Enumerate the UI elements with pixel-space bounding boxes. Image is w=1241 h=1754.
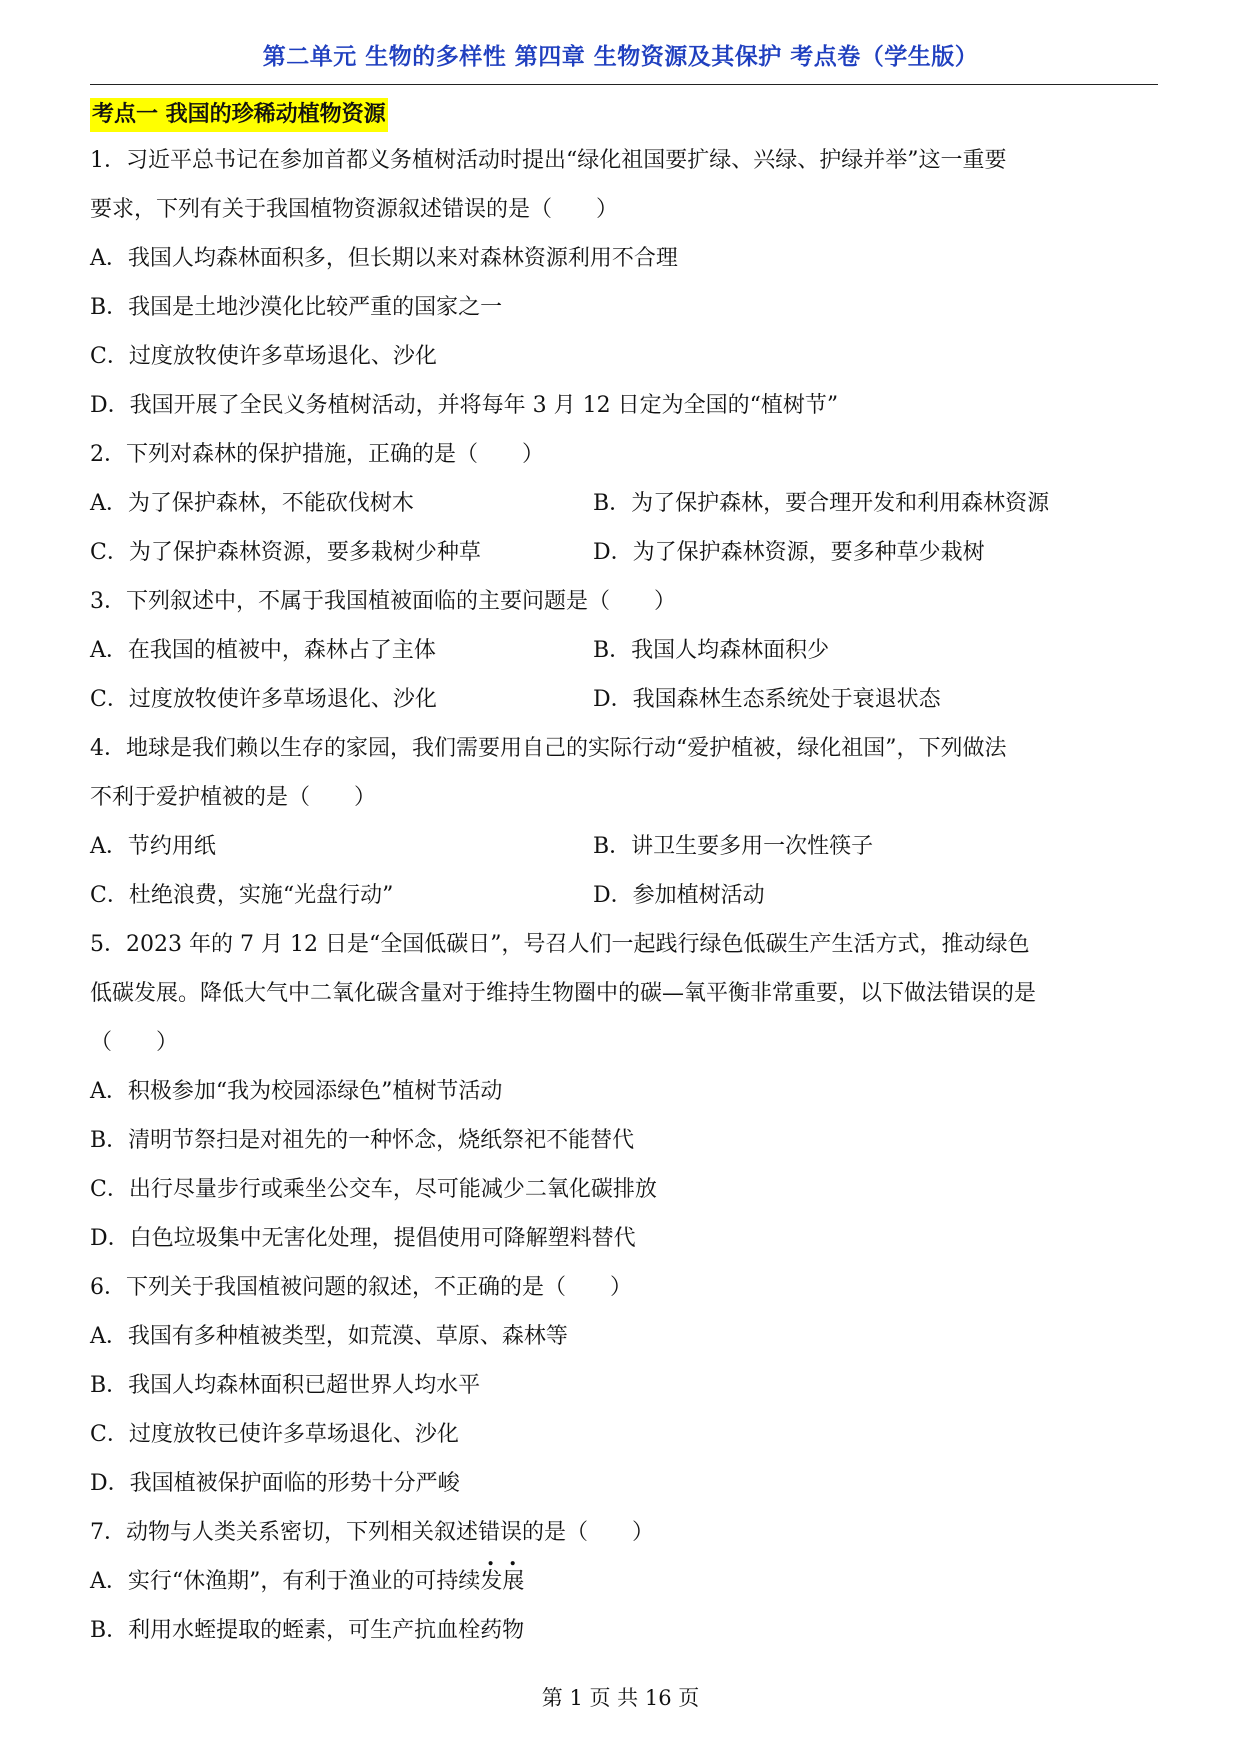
question-4-option-b: B．讲卫生要多用一次性筷子 — [593, 834, 874, 859]
question-7-emphasis-char-2: 误 — [500, 1520, 523, 1545]
question-6-option-a: A．我国有多种植被类型，如荒漠、草原、森林等 — [90, 1324, 568, 1349]
question-7-option-b: B．利用水蛭提取的蛭素，可生产抗血栓药物 — [90, 1618, 525, 1643]
question-1-option-c: C．过度放牧使许多草场退化、沙化 — [90, 344, 437, 369]
question-2-stem: 2．下列对森林的保护措施，正确的是（ ） — [90, 442, 544, 467]
question-7-option-a: A．实行“休渔期”，有利于渔业的可持续发展 — [90, 1569, 525, 1594]
question-3-option-b: B．我国人均森林面积少 — [593, 638, 830, 663]
question-5-option-c: C．出行尽量步行或乘坐公交车，尽可能减少二氧化碳排放 — [90, 1177, 657, 1202]
question-3-options-row1 — [90, 626, 1170, 675]
question-1-stem-line1: 1．习近平总书记在参加首都义务植树活动时提出“绿化祖国要扩绿、兴绿、护绿并举”这一重要 — [90, 148, 1007, 173]
question-4-stem-line1: 4．地球是我们赖以生存的家园，我们需要用自己的实际行动“爱护植被，绿化祖国”，下列做法 — [90, 736, 1007, 761]
question-2-options-row2 — [90, 528, 1170, 577]
question-3 — [90, 577, 1170, 724]
question-2 — [90, 430, 1170, 577]
question-5-stem-line2: 低碳发展。降低大气中二氧化碳含量对于维持生物圈中的碳—氧平衡非常重要，以下做法错误的是 — [90, 981, 1037, 1006]
question-6 — [90, 1263, 1170, 1508]
document-body — [90, 92, 1170, 1655]
question-6-option-b: B．我国人均森林面积已超世界人均水平 — [90, 1373, 481, 1398]
question-5 — [90, 920, 1170, 1263]
question-5-option-b: B．清明节祭扫是对祖先的一种怀念，烧纸祭祀不能替代 — [90, 1128, 635, 1153]
question-4-options-row2 — [90, 871, 1170, 920]
question-7-stem-post: 的是（ ） — [522, 1520, 655, 1545]
section-title-1: 考点一 我国的珍稀动植物资源 — [90, 98, 388, 132]
question-7-stem-pre: 7．动物与人类关系密切，下列相关叙述 — [90, 1520, 478, 1545]
question-2-option-a: A．为了保护森林，不能砍伐树木 — [90, 491, 414, 516]
question-2-option-b: B．为了保护森林，要合理开发和利用森林资源 — [593, 491, 1050, 516]
question-4 — [90, 724, 1170, 920]
question-7-stem — [90, 1508, 1170, 1557]
question-5-option-a: A．积极参加“我为校园添绿色”植树节活动 — [90, 1079, 503, 1104]
question-6-option-d: D．我国植被保护面临的形势十分严峻 — [90, 1471, 460, 1496]
question-5-stem-line1: 5．2023 年的 7 月 12 日是“全国低碳日”，号召人们一起践行绿色低碳生产生活方式，推动绿色 — [90, 932, 1030, 957]
question-1-option-b: B．我国是土地沙漠化比较严重的国家之一 — [90, 295, 503, 320]
question-1-stem-line2: 要求，下列有关于我国植物资源叙述错误的是（ ） — [90, 197, 619, 222]
question-4-options-row1 — [90, 822, 1170, 871]
question-2-options-row1 — [90, 479, 1170, 528]
question-2-option-c: C．为了保护森林资源，要多栽树少种草 — [90, 540, 481, 565]
question-4-option-a: A．节约用纸 — [90, 834, 216, 859]
question-1-option-a: A．我国人均森林面积多，但长期以来对森林资源利用不合理 — [90, 246, 678, 271]
question-7 — [90, 1508, 1170, 1655]
question-1 — [90, 136, 1170, 430]
question-6-stem: 6．下列关于我国植被问题的叙述，不正确的是（ ） — [90, 1275, 632, 1300]
question-4-option-d: D．参加植树活动 — [593, 883, 765, 908]
question-3-options-row2 — [90, 675, 1170, 724]
question-1-option-d: D．我国开展了全民义务植树活动，并将每年 3 月 12 日定为全国的“植树节” — [90, 393, 839, 418]
page-footer-number: 第 1 页 共 16 页 — [541, 1686, 700, 1710]
question-6-option-c: C．过度放牧已使许多草场退化、沙化 — [90, 1422, 459, 1447]
question-3-stem: 3．下列叙述中，不属于我国植被面临的主要问题是（ ） — [90, 589, 676, 614]
question-2-option-d: D．为了保护森林资源，要多种草少栽树 — [593, 540, 985, 565]
question-5-stem-line3: （ ） — [90, 1030, 179, 1055]
question-5-option-d: D．白色垃圾集中无害化处理，提倡使用可降解塑料替代 — [90, 1226, 636, 1251]
question-4-stem-line2: 不利于爱护植被的是（ ） — [90, 785, 377, 810]
question-3-option-a: A．在我国的植被中，森林占了主体 — [90, 638, 436, 663]
question-7-emphasis-char-1: 错 — [478, 1520, 501, 1545]
question-3-option-d: D．我国森林生态系统处于衰退状态 — [593, 687, 941, 712]
page-header-title: 第二单元 生物的多样性 第四章 生物资源及其保护 考点卷（学生版） — [262, 44, 979, 70]
question-3-option-c: C．过度放牧使许多草场退化、沙化 — [90, 687, 437, 712]
question-4-option-c: C．杜绝浪费，实施“光盘行动” — [90, 883, 394, 908]
header-divider — [90, 84, 1158, 85]
